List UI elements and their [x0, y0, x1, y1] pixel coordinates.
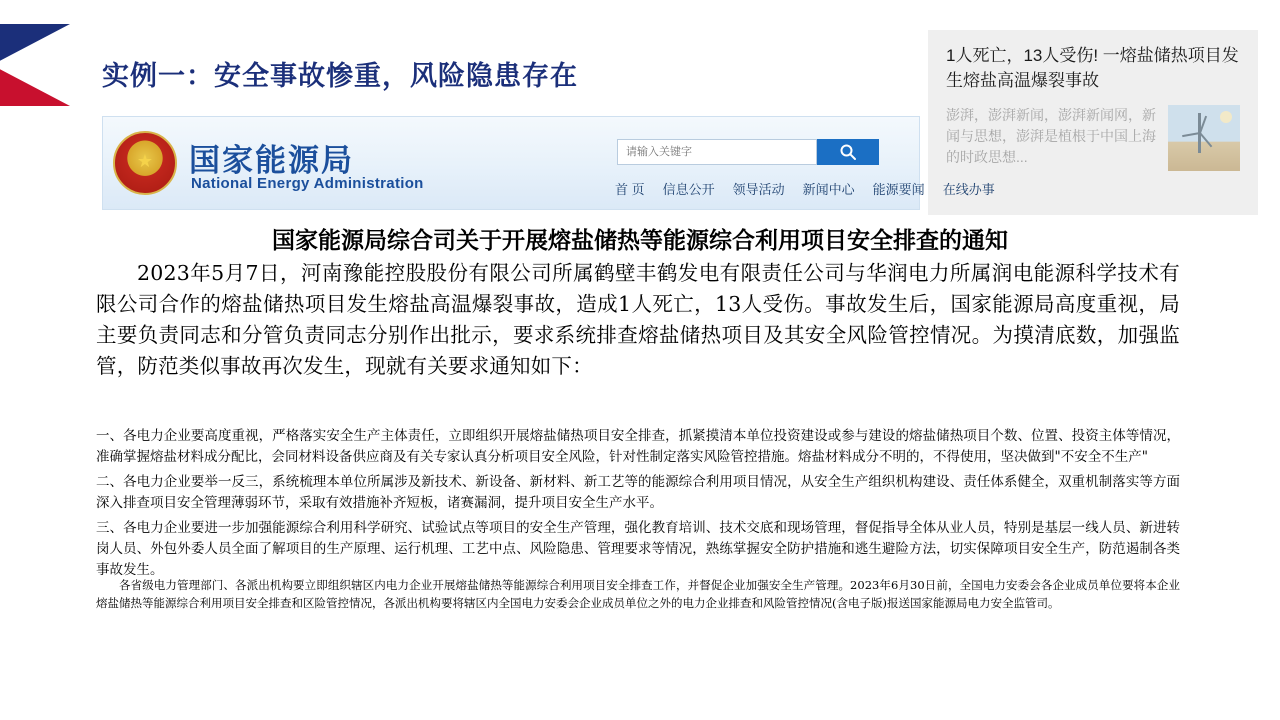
nav-item-home[interactable]: 首 页: [615, 182, 645, 197]
document-item-2: 二、各电力企业要举一反三，系统梳理本单位所属涉及新技术、新设备、新材料、新工艺等的能源综合利用项目情况，从安全生产组织机构建设、责任体系健全，双重机制落实等方面深入排查项目安全管理薄弱环节，采取有效措施补齐短板，诸赛漏洞，提升项目安全生产水平。: [96, 473, 1180, 511]
sun-icon: [1220, 111, 1232, 123]
nea-title-chinese: 国家能源局: [189, 143, 354, 178]
nav-item-leader-activities[interactable]: 领导活动: [732, 182, 785, 197]
document-closing-paragraph: 各省级电力管理部门、各派出机构要立即组织辖区内电力企业开展熔盐储热等能源综合利用项目安全排查工作，并督促企业加强安全生产管理。2023年6月30日前，全国电力安委会各企业成员单位要将本企业熔盐储热等能源综合利用项目安全排查和区险管控情况，各派出机构要将辖区内全国电力安委会企业成员单位之外的电力企业排查和风险管控情况(含电子版)报送国家能源局电力安全监管司。: [96, 578, 1180, 611]
flag-blue-triangle: [0, 24, 70, 66]
turbine-blade-icon: [1199, 133, 1212, 148]
search-icon: [839, 143, 857, 161]
document-title: 国家能源局综合司关于开展熔盐储热等能源综合利用项目安全排查的通知: [272, 227, 1008, 254]
news-source-text: 澎湃，澎湃新闻，澎湃新闻网，新闻与思想，澎湃是植根于中国上海的时政思想...: [946, 107, 1156, 166]
document-item-3: 三、各电力企业要进一步加强能源综合利用科学研究、试验试点等项目的安全生产管理，强化教育培训、技术交底和现场管理，督促指导全体从业人员，特别是基层一线人员、新进转岗人员、外包外委人员全面了解项目的生产原理、运行机理、工艺中点、风险隐患、管理要求等情况，熟练掌握安全防护措施和逃生避险方法，切实保障项目安全生产，防范遏制各类事故发生。: [96, 519, 1180, 578]
news-thumbnail-image: [1168, 105, 1240, 171]
nea-nav-bar: [615, 179, 995, 198]
nea-website-banner: [102, 116, 995, 210]
search-input[interactable]: [617, 139, 817, 165]
news-headline: 1人死亡，13人受伤! 一熔盐储热项目发生熔盐高温爆裂事故: [946, 46, 1239, 90]
document-items: [96, 426, 1180, 584]
nea-title-english: National Energy Administration: [191, 175, 424, 192]
nav-item-energy-news[interactable]: 能源要闻: [872, 182, 925, 197]
document-lead-paragraph: 2023年5月7日，河南豫能控股股份有限公司所属鹤壁丰鹤发电有限责任公司与华润电力所属润电能源科学技术有限公司合作的熔盐储热项目发生熔盐高温爆裂事故，造成1人死亡，13人受伤。事故发生后，国家能源局高度重视，局主要负责同志和分管负责同志分别作出批示，要求系统排查熔盐储热项目及其安全风险管控情况。为摸清底数，加强监管，防范类似事故再次发生，现就有关要求通知如下：: [96, 261, 1180, 379]
flag-red-triangle: [0, 64, 70, 106]
document-item-1: 一、各电力企业要高度重视，严格落实安全生产主体责任，立即组织开展熔盐储热项目安全排查，抓紧摸清本单位投资建设或参与建设的熔盐储热项目个数、位置、投资主体等情况，准确掌握熔盐材料成分配比，会同材料设备供应商及有关专家认真分析项目安全风险，针对性制定落实风险管控措施。熔盐材料成分不明的，不得使用，坚决做到"不安全不生产": [96, 428, 1180, 465]
page-title: 实例一：安全事故惨重，风险隐患存在: [102, 61, 578, 91]
decorative-corner-flag: [0, 24, 72, 106]
nav-item-online-services[interactable]: 在线办事: [942, 182, 995, 197]
national-emblem-icon: [113, 131, 177, 195]
nav-item-news-center[interactable]: 新闻中心: [802, 182, 855, 197]
nav-item-info-disclosure[interactable]: 信息公开: [662, 182, 715, 197]
search-button[interactable]: [817, 139, 879, 165]
search-bar[interactable]: [617, 139, 879, 165]
star-glyph: ★: [136, 150, 154, 171]
